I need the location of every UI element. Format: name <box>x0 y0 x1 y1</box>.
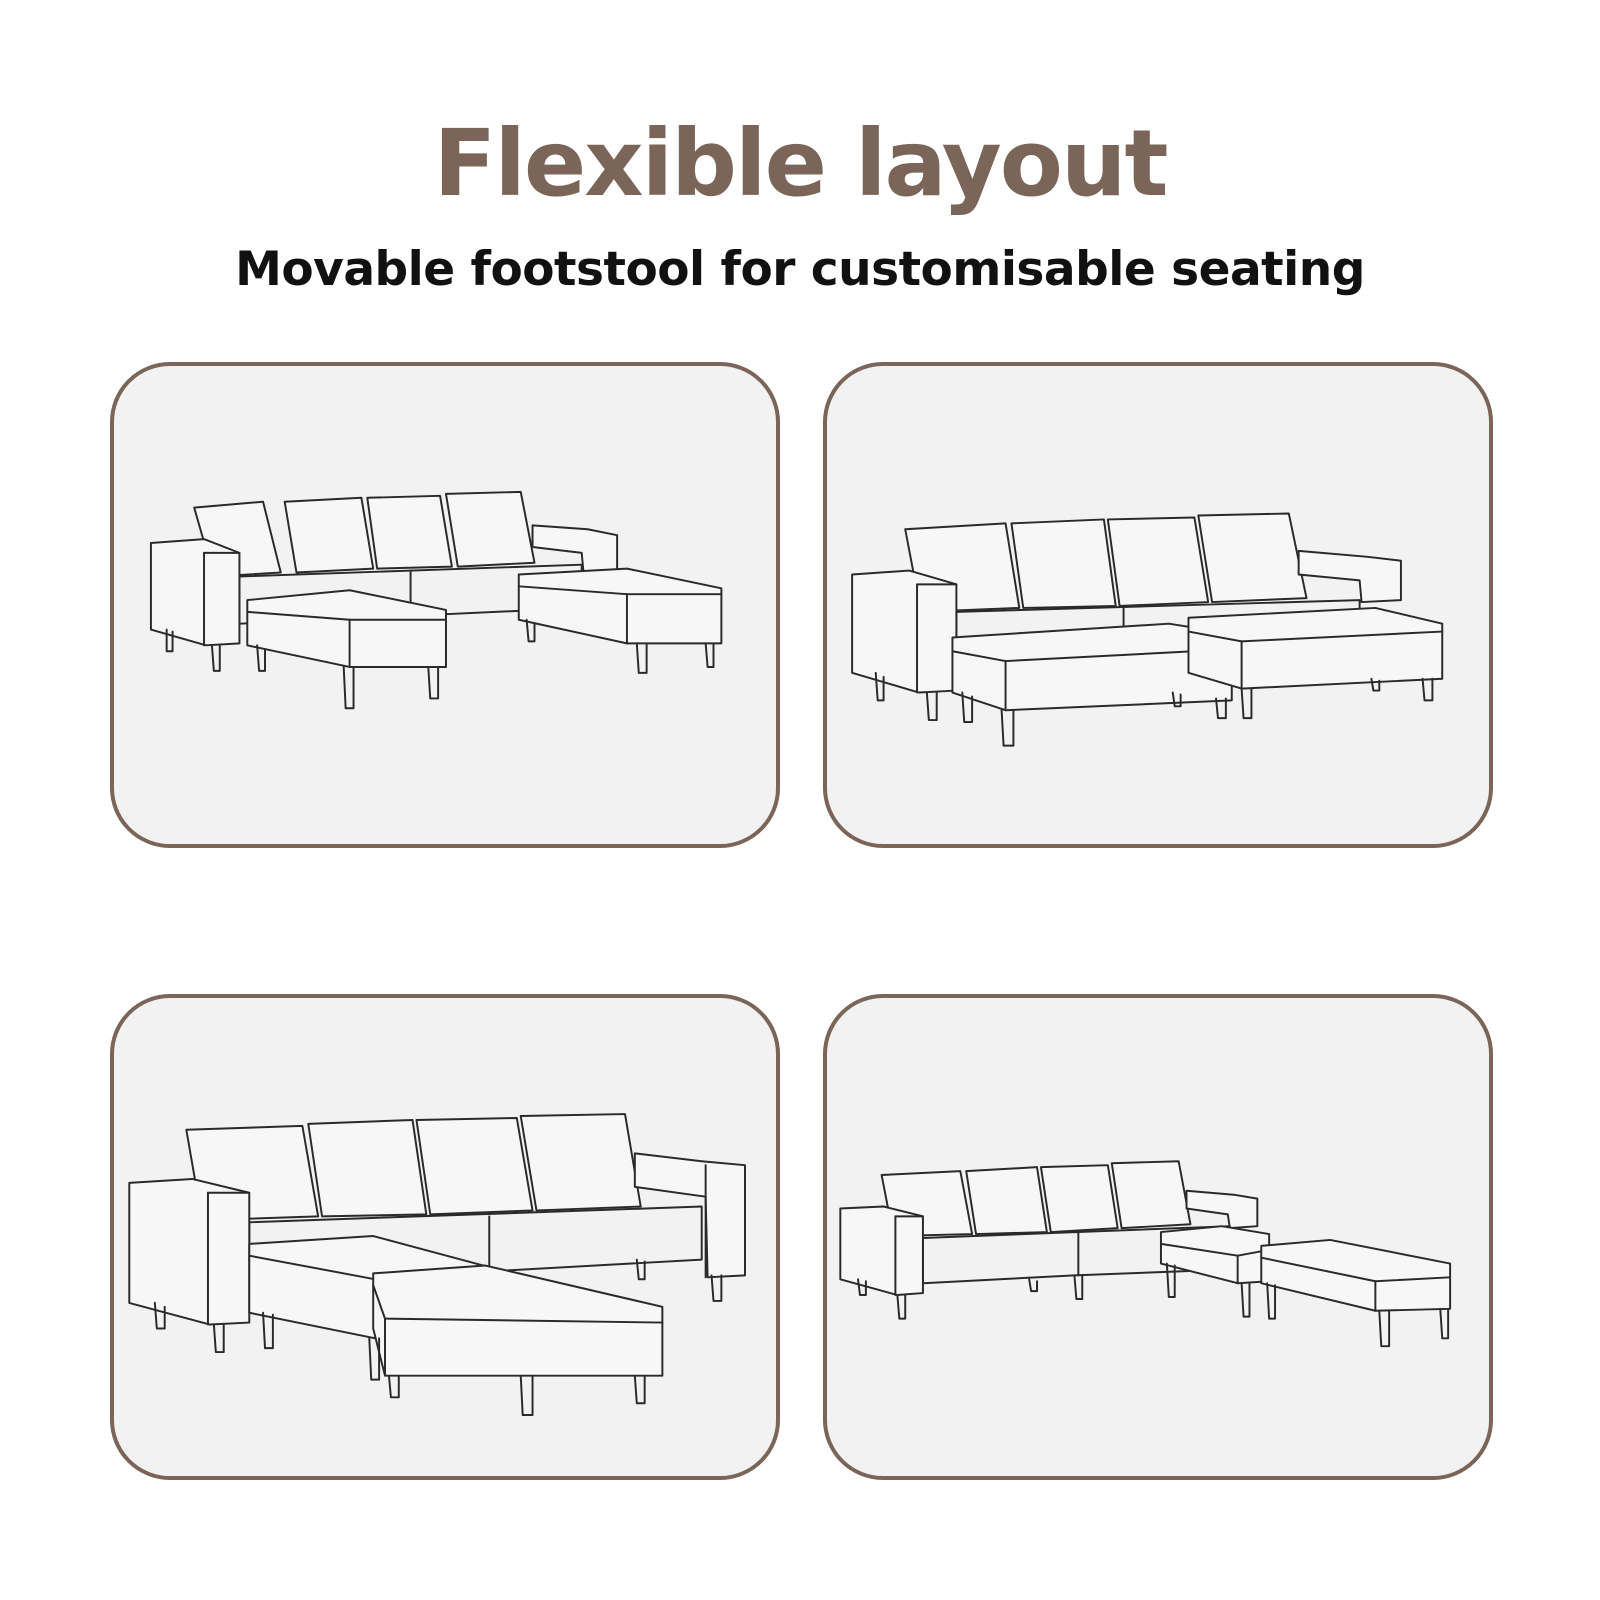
page-title: Flexible layout <box>433 110 1167 217</box>
layout-panel-extended-chaise <box>110 994 780 1480</box>
sofa-u-shape-illustration <box>114 366 776 844</box>
sofa-extended-chaise-illustration <box>114 998 776 1476</box>
page-subtitle: Movable footstool for customisable seating <box>235 242 1365 297</box>
layout-panel-l-shape-extended <box>823 994 1493 1480</box>
sofa-l-shape-extended-illustration <box>827 998 1489 1476</box>
layout-panel-u-shape <box>110 362 780 848</box>
layout-panel-double-chaise <box>823 362 1493 848</box>
sofa-double-chaise-illustration <box>827 366 1489 844</box>
